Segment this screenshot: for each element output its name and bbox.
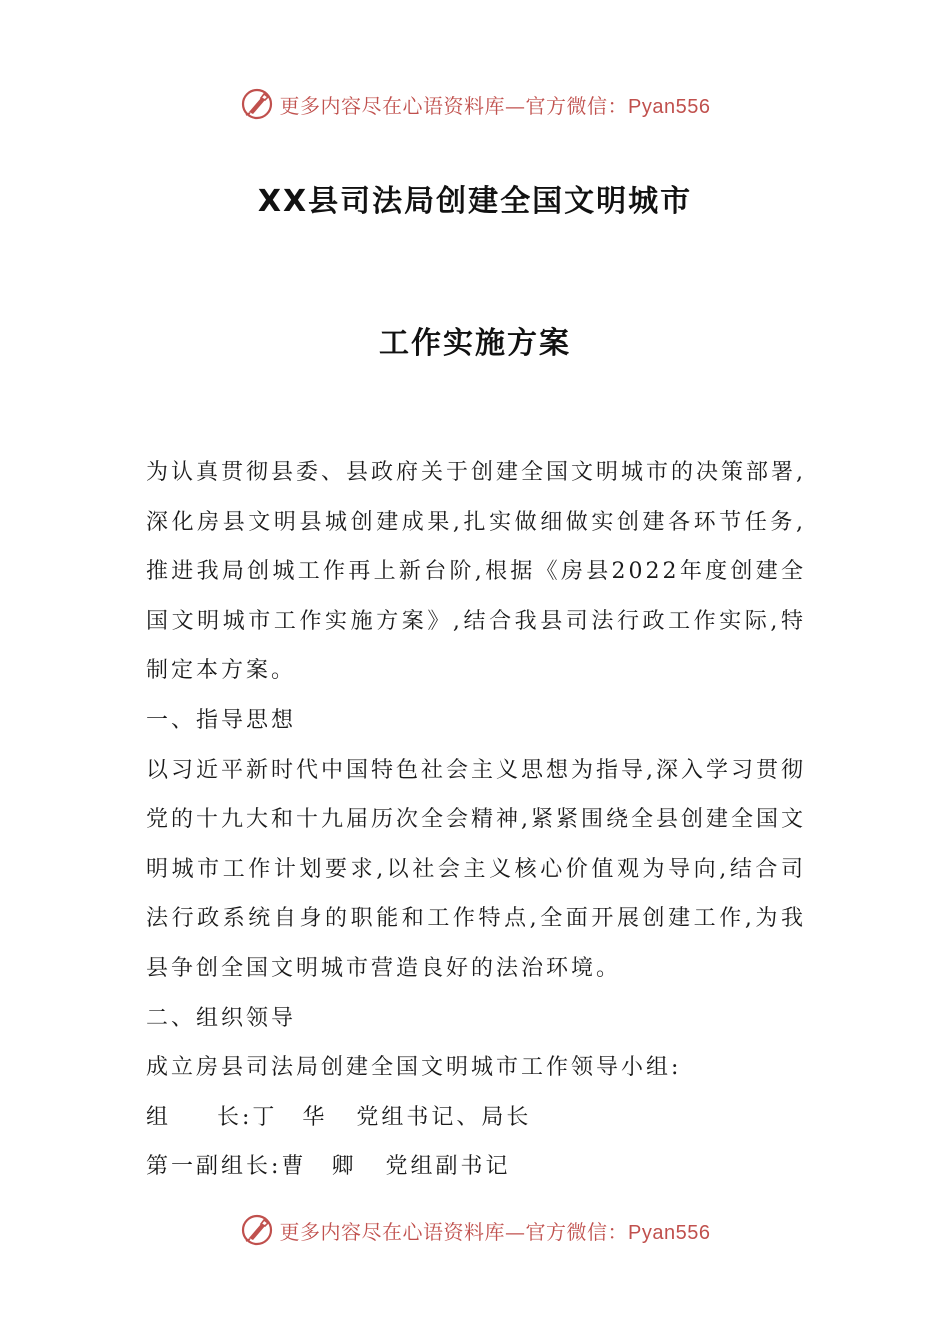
member-role: 组 长	[146, 1104, 242, 1130]
pen-nib-icon	[240, 1213, 274, 1247]
footer-watermark	[0, 1210, 950, 1250]
watermark-text: 更多内容尽在心语资料库—官方微信：Pyan556	[279, 1219, 711, 1244]
intro-paragraph: 为认真贯彻县委、县政府关于创建全国文明城市的决策部署,深化房县文明县城创建成果,扎实做细做实创建各环节任务,推进我局创城工作再上新台阶,根据《房县2022年度创建全国文明城市工作实施方案》,结合我县司法行政工作实际,特制定本方案。	[146, 460, 806, 684]
watermark-wechat-id: Pyan556	[628, 1221, 711, 1244]
section-heading-organization: 二、组织领导	[146, 1005, 297, 1031]
member-role: 第一副组长	[146, 1154, 272, 1180]
document-title-line-1: XX县司法局创建全国文明城市	[257, 184, 693, 219]
member-title: 党组书记、局长	[356, 1104, 532, 1130]
member-name: 曹 卿	[281, 1154, 357, 1180]
document-title-line-2: 工作实施方案	[379, 326, 571, 361]
header-watermark	[0, 84, 950, 124]
member-title: 党组副书记	[385, 1154, 511, 1180]
watermark-text: 更多内容尽在心语资料库—官方微信：Pyan556	[279, 93, 711, 118]
member-row-leader: 组 长 : 丁 华 党组书记、局长	[146, 1093, 806, 1143]
document-body	[146, 448, 806, 1192]
member-row-first-deputy: 第一副组长 : 曹 卿 党组副书记	[146, 1142, 806, 1192]
guiding-ideology-paragraph: 以习近平新时代中国特色社会主义思想为指导,深入学习贯彻党的十九大和十九届历次全会精神,紧紧围绕全县创建全国文明城市工作计划要求,以社会主义核心价值观为导向,结合司法行政系统自身的职能和工作特点,全面开展创建工作,为我县争创全国文明城市营造良好的法治环境。	[146, 757, 806, 981]
organization-paragraph: 成立房县司法局创建全国文明城市工作领导小组:	[146, 1055, 682, 1081]
member-name: 丁 华	[252, 1104, 328, 1130]
pen-nib-icon	[240, 87, 274, 121]
section-heading-guiding-ideology: 一、指导思想	[146, 707, 297, 733]
watermark-wechat-id: Pyan556	[628, 95, 711, 118]
